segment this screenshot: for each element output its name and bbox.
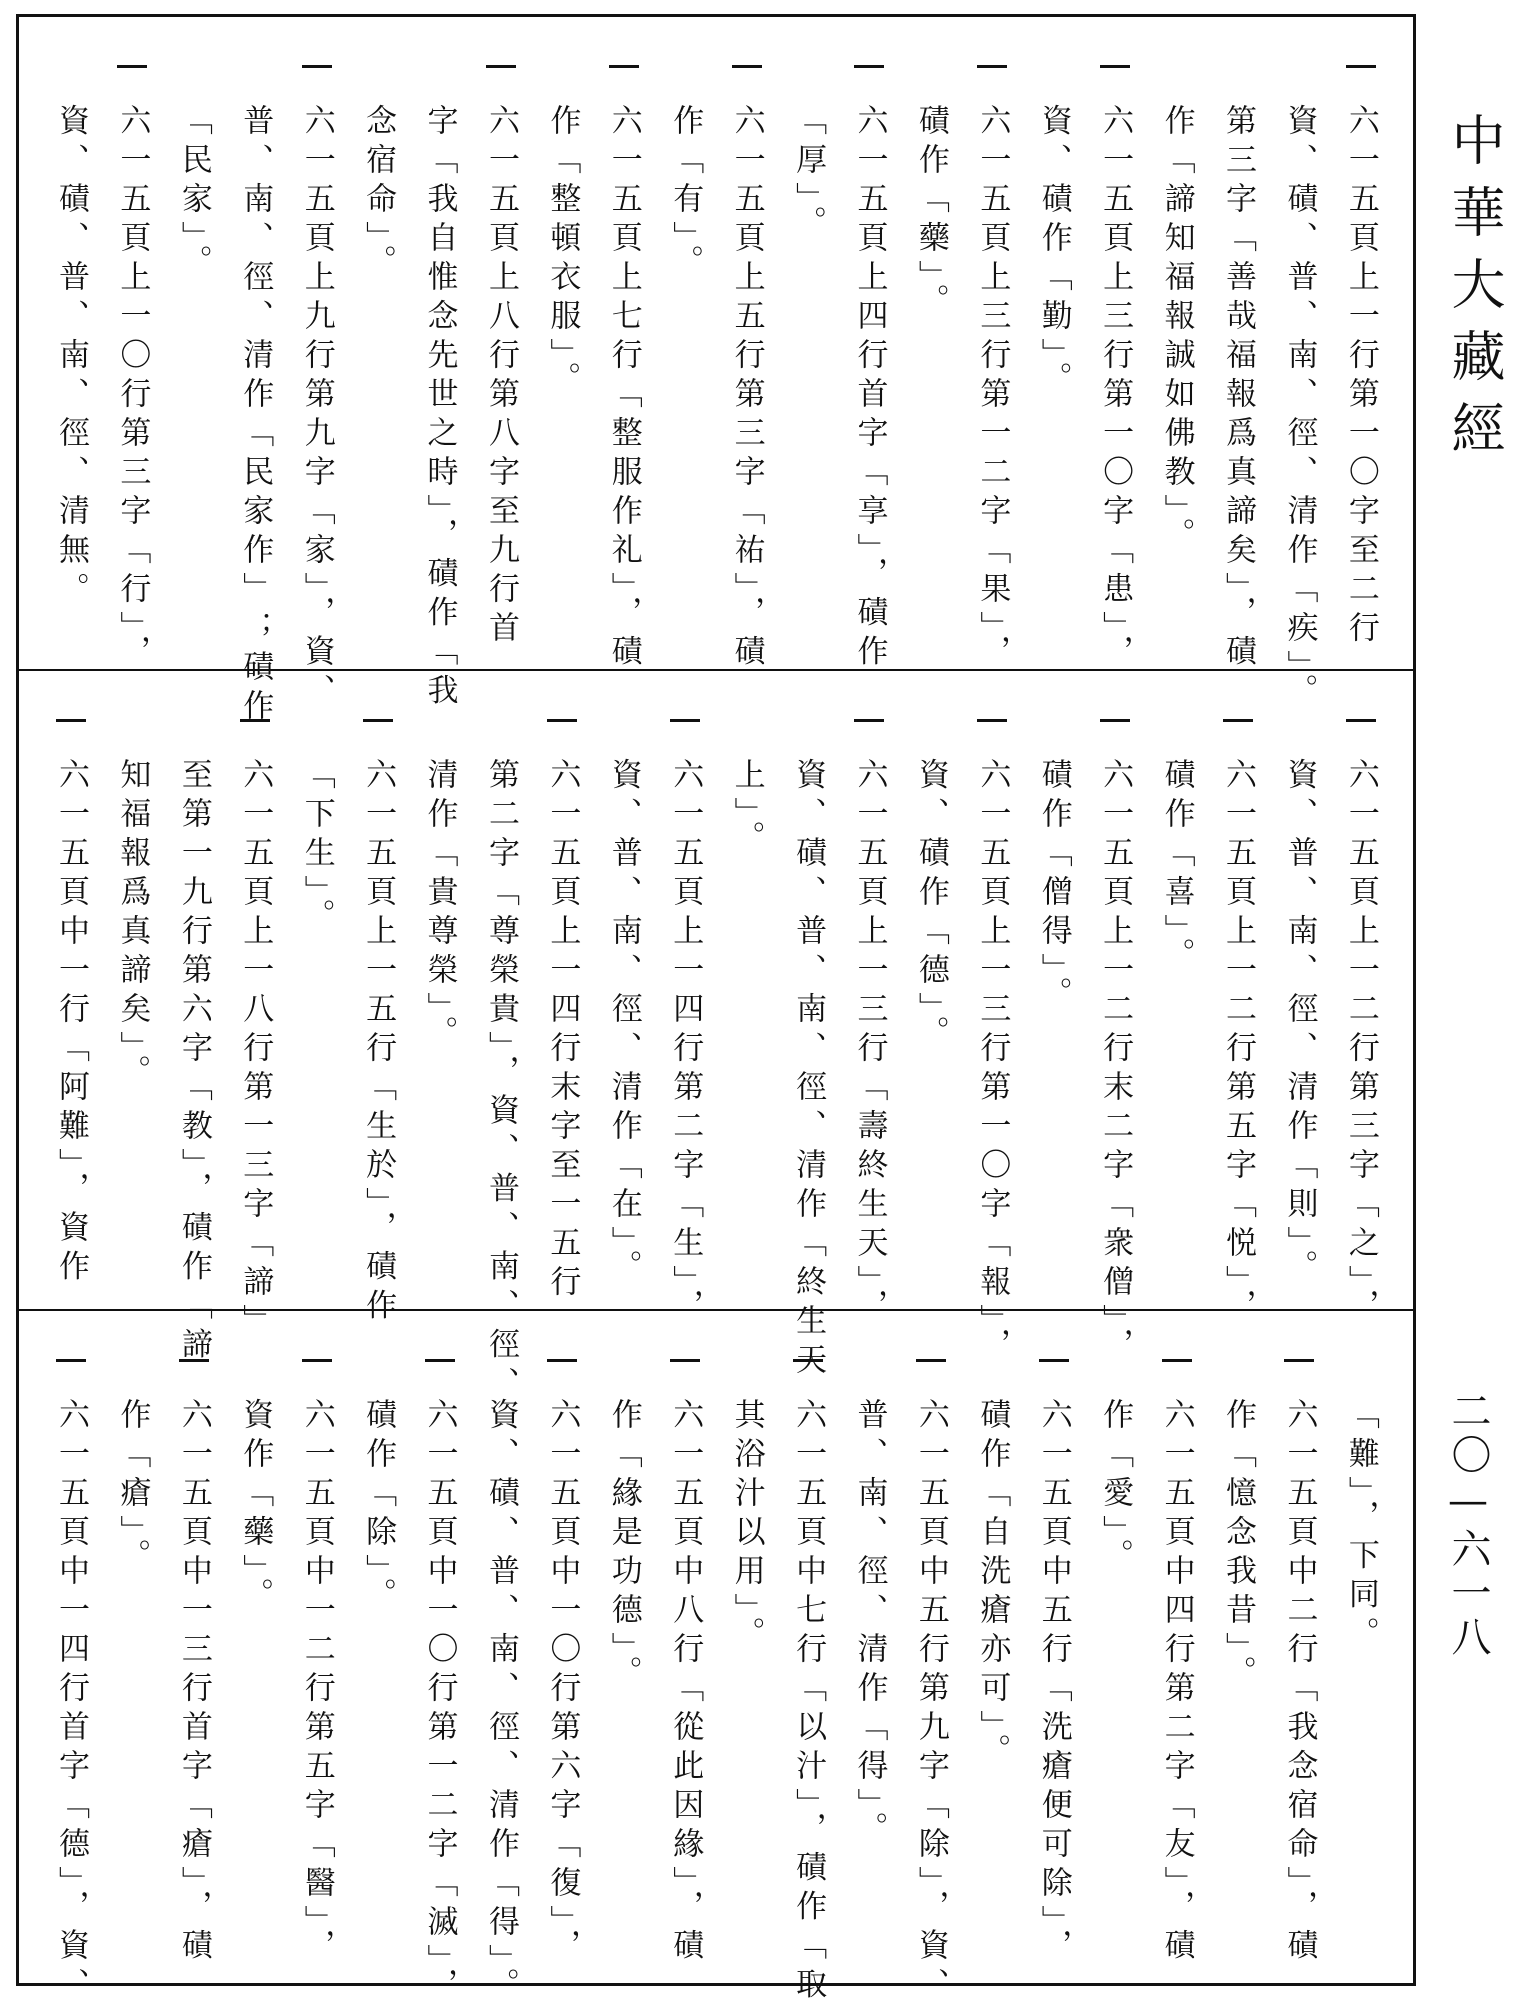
column-text: 念宿命」。 [360,104,397,284]
column-text: 六一五頁中四行第二字「友」，磧 [1158,1398,1195,1968]
column-text: 普、南、徑、清作「民家作」；磧作 [237,104,274,728]
column-text: 「民家」。 [175,104,212,284]
column-text: 資、磧、普、南、徑、清無。 [53,104,89,611]
entry-dash [179,1359,209,1362]
text-column [164,691,224,1367]
text-column [348,691,408,1328]
text-column [1147,1331,1207,1973]
entry-dash [609,65,639,68]
column-text: 六一五頁上五行第三字「祐」，磧 [728,104,765,674]
entry-dash [56,719,86,722]
column-text: 六一五頁中二行「我念宿命」，磧 [1281,1398,1318,1968]
column-text: 六一五頁中一二行第五字「醫」， [298,1398,335,1968]
entry-dash [1346,65,1376,68]
text-column [1331,1331,1391,1973]
text-column [1085,1331,1145,1973]
entry-dash [854,719,884,722]
entry-dash [1100,65,1130,68]
text-column [41,1331,101,2007]
column-text: 資作「藥」。 [237,1398,274,1617]
entry-dash [1100,719,1130,722]
column-text: 資、普、南、徑、清作「在」。 [605,758,642,1289]
entry-dash [916,1359,946,1362]
column-text: 六一五頁上七行「整服作礼」，磧 [605,104,642,674]
column-text: 六一五頁上三行第一〇字「患」， [1097,104,1134,674]
column-text: 作「有」。 [667,104,704,284]
entry-dash [1284,1359,1314,1362]
entry-dash [547,1359,577,1362]
entry-dash [1346,719,1376,722]
column-text: 六一五頁中一四行首字「德」，資、 [53,1398,89,2007]
column-text: 字「我自惟念先世之時」，磧作「我 [421,104,458,713]
text-column [1331,691,1391,1328]
column-text: 作「憶念我昔」。 [1220,1398,1257,1695]
text-column [532,37,592,659]
column-text: 普、南、徑、清作「得」。 [851,1398,888,1851]
column-text: 六一五頁上一〇行第三字「行」， [114,104,151,674]
column-text: 六一五頁上三行第一二字「果」， [974,104,1011,674]
entry-dash [425,1359,455,1362]
column-text: 磧作「除」。 [360,1398,397,1617]
text-column [778,1331,838,2007]
column-text: 六一五頁上一八行第一三字「諦」 [237,758,274,1343]
text-column [901,691,961,1299]
column-text: 磧作「藥」。 [912,104,949,323]
column-text: 六一五頁上一四行第二字「生」， [667,758,704,1328]
text-column [287,691,347,1299]
entry-dash [1162,1359,1192,1362]
text-column [41,37,101,659]
entry-dash [117,65,147,68]
text-column [717,37,777,674]
text-column [1147,37,1207,659]
entry-dash [302,65,332,68]
column-text: 第三字「善哉福報爲真諦矣」，磧 [1220,104,1257,674]
column-text: 上」。 [728,758,765,860]
text-column [471,1331,531,2007]
text-column [348,1331,408,1973]
text-column [1269,691,1329,1299]
text-column [1208,37,1268,674]
text-column [717,691,777,1299]
column-text: 六一五頁上一二行第三字「之」， [1342,758,1379,1328]
entry-dash [793,1359,823,1362]
text-column [1024,691,1084,1299]
entry-dash [732,65,762,68]
column-text: 「難」，下同。 [1342,1398,1379,1656]
text-column [225,37,285,728]
entry-dash [670,719,700,722]
column-text: 磧作「喜」。 [1158,758,1195,977]
text-column [839,1331,899,1973]
text-column [287,1331,347,1973]
page-frame [16,14,1416,2007]
text-column [102,37,162,674]
text-column [901,1331,961,2007]
side-title: 中華大藏經 [1443,112,1506,472]
text-column [594,37,654,674]
text-column [410,1331,470,2007]
text-column [41,691,101,1299]
column-text: 知福報爲真諦矣」。 [114,758,151,1094]
page-number: 二〇—六一八 [1445,1390,1491,1660]
text-column [532,1331,592,1973]
column-text: 六一五頁中一三行首字「瘡」，磧 [175,1398,212,1968]
text-column [655,37,715,659]
column-text: 作「諦知福報誠如佛教」。 [1158,104,1195,557]
text-column [962,691,1022,1367]
text-column [717,1331,777,1973]
text-column [962,1331,1022,1973]
text-column [410,37,470,713]
entry-dash [1223,719,1253,722]
column-text: 六一五頁上一行第一〇字至二行 [1342,104,1379,650]
text-band-bottom [19,1311,1413,2007]
column-text: 六一五頁上一二行第五字「悦」， [1220,758,1257,1328]
entry-dash [56,1359,86,1362]
column-text: 資、磧作「勤」。 [1035,104,1072,401]
text-column [410,691,470,1299]
column-text: 資、磧作「德」。 [912,758,949,1055]
entry-dash [854,65,884,68]
text-column [839,37,899,674]
column-text: 六一五頁中七行「以汁」，磧作「取 [790,1398,827,2007]
text-column [164,37,224,659]
text-column [1085,691,1145,1367]
column-text: 作「瘡」。 [114,1398,151,1578]
column-text: 六一五頁中一行「阿難」，資作 [53,758,89,1289]
text-column [287,37,347,713]
text-column [348,37,408,659]
column-text: 六一五頁中一〇行第六字「復」， [544,1398,581,1968]
text-column [471,37,531,659]
column-text: 六一五頁上八行第八字至九行首 [482,104,519,650]
column-text: 「下生」。 [298,758,335,938]
column-text: 六一五頁上四行首字「享」，磧作 [851,104,888,674]
column-text: 磧作「僧得」。 [1035,758,1072,1016]
text-column [594,691,654,1299]
text-band-middle [19,671,1413,1406]
text-column [1269,1331,1329,1973]
column-text: 作「緣是功德」。 [605,1398,642,1695]
column-text: 資、磧、普、南、徑、清作「終生天 [790,758,827,1382]
text-column [839,691,899,1328]
text-column [1208,691,1268,1328]
text-column [778,691,838,1382]
text-column [1024,37,1084,659]
column-text: 六一五頁上一二行末二字「衆僧」， [1097,758,1134,1367]
text-column [655,1331,715,1973]
column-text: 第二字「尊榮貴」，資、普、南、徑、 [482,758,519,1406]
text-column [778,37,838,659]
text-column [1331,37,1391,659]
column-text: 資、磧、普、南、徑、清作「疾」。 [1281,104,1318,713]
column-text: 六一五頁上一三行第一〇字「報」， [974,758,1011,1367]
text-column [901,37,961,659]
text-column [1085,37,1145,674]
column-text: 「厚」。 [790,104,827,245]
column-text: 六一五頁上一五行「生於」，磧作 [360,758,397,1328]
text-column [102,1331,162,1973]
text-column [225,1331,285,1973]
entry-dash [670,1359,700,1362]
text-column [1269,37,1329,713]
column-text: 作「整頓衣服」。 [544,104,581,401]
entry-dash [302,1359,332,1362]
text-column [594,1331,654,1973]
column-text: 六一五頁中一〇行第一二字「滅」， [421,1398,458,2007]
entry-dash [363,719,393,722]
text-column [1024,1331,1084,1973]
column-text: 六一五頁中八行「從此因緣」，磧 [667,1398,704,1968]
text-column [532,691,592,1304]
text-column [655,691,715,1328]
entry-dash [486,65,516,68]
text-column [1208,1331,1268,1973]
entry-dash [1039,1359,1069,1362]
text-column [102,691,162,1299]
text-column [225,691,285,1343]
entry-dash [240,719,270,722]
column-text: 作「愛」。 [1097,1398,1134,1578]
text-column [962,37,1022,674]
entry-dash [977,719,1007,722]
text-band-top [19,17,1413,728]
column-text: 六一五頁中五行第九字「除」，資、 [912,1398,949,2007]
column-text: 其浴汁以用」。 [728,1398,765,1656]
column-text: 磧作「自洗瘡亦可」。 [974,1398,1011,1773]
column-text: 六一五頁上一三行「壽終生天」， [851,758,888,1328]
column-text: 清作「貴尊榮」。 [421,758,458,1055]
column-text: 六一五頁中五行「洗瘡便可除」， [1035,1398,1072,1968]
column-text: 六一五頁上一四行末字至一五行 [544,758,581,1304]
text-column [1147,691,1207,1299]
column-text: 資、普、南、徑、清作「則」。 [1281,758,1318,1289]
column-text: 六一五頁上九行第九字「家」，資、 [298,104,335,713]
text-column [471,691,531,1406]
entry-dash [547,719,577,722]
column-text: 至第一九行第六字「教」，磧作「諦 [175,758,212,1367]
text-column [164,1331,224,1973]
column-text: 資、磧、普、南、徑、清作「得」。 [482,1398,519,2007]
entry-dash [977,65,1007,68]
